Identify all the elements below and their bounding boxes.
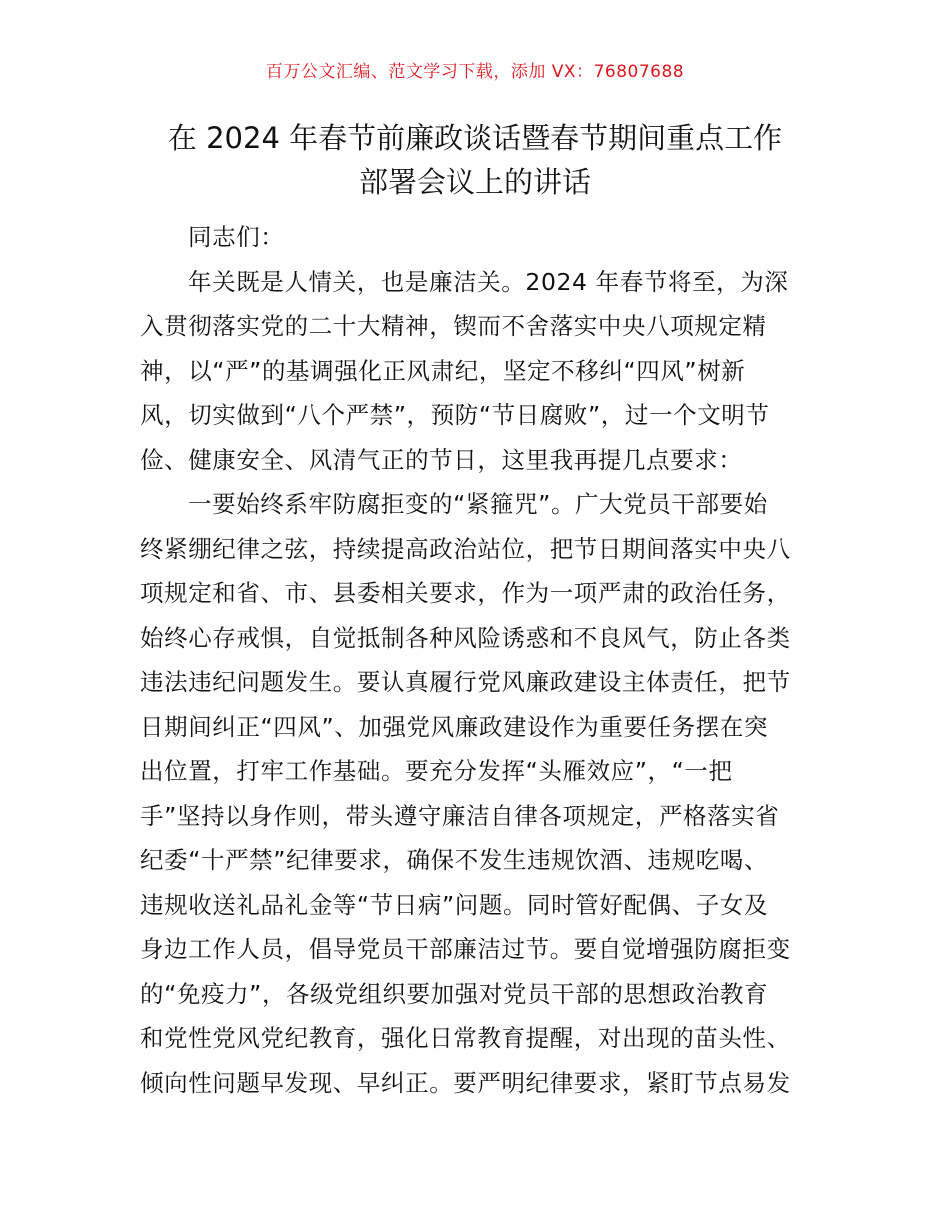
document-body <box>140 215 812 1105</box>
paragraph-line: 手”坚持以身作则，带头遵守廉洁自律各项规定，严格落实省 <box>140 801 780 830</box>
paragraph-line: 纪委“十严禁”纪律要求，确保不发生违规饮酒、违规吃喝、 <box>140 846 769 874</box>
paragraph-line: 身边工作人员，倡导党员干部廉洁过节。要自觉增强防腐拒变 <box>140 935 791 963</box>
paragraph-line: 的“免疫力”，各级党组织要加强对党员干部的思想政治教育 <box>140 979 769 1008</box>
paragraph-line: 终紧绷纪律之弦，持续提高政治站位，把节日期间落实中央八 <box>140 534 791 563</box>
paragraph-line: 俭、健康安全、风清气正的节日，这里我再提几点要求： <box>140 445 743 474</box>
paragraph-line: 出位置，打牢工作基础。要充分发挥“头雁效应”，“一把 <box>140 757 733 785</box>
paragraph-line: 和党性党风党纪教育，强化日常教育提醒，对出现的苗头性、 <box>140 1024 791 1052</box>
paragraph-line: 一要始终系牢防腐拒变的“紧箍咒”。广大党员干部要始 <box>188 490 768 518</box>
paragraph-line: 神，以“严”的基调强化正风肃纪，坚定不移纠“四风”树新 <box>140 356 746 385</box>
paragraph-line: 风，切实做到“八个严禁”，预防“节日腐败”，过一个文明节 <box>140 401 770 429</box>
paragraph-line: 倾向性问题早发现、早纠正。要严明纪律要求，紧盯节点易发 <box>140 1068 791 1097</box>
paragraph-line: 年关既是人情关，也是廉洁关。2024 年春节将至，为深 <box>188 267 789 296</box>
paragraph-line: 日期间纠正“四风”、加强党风廉政建设作为重要任务摆在突 <box>140 712 769 741</box>
document-title <box>140 116 810 204</box>
paragraph-intro <box>140 260 812 483</box>
paragraph-first-requirement <box>140 482 812 1105</box>
paragraph-line: 项规定和省、市、县委相关要求，作为一项严肃的政治任务， <box>140 579 791 607</box>
greeting: 同志们： <box>188 223 285 251</box>
paragraph-line: 始终心存戒惧，自觉抵制各种风险诱惑和不良风气，防止各类 <box>140 623 791 652</box>
title-line: 部署会议上的讲话 <box>358 165 591 199</box>
title-line: 在 2024 年春节前廉政谈话暨春节期间重点工作 <box>167 121 783 155</box>
paragraph-line: 违法违纪问题发生。要认真履行党风廉政建设主体责任，把节 <box>140 668 791 696</box>
watermark-header: 百万公文汇编、范文学习下载，添加 VX：76807688 <box>265 62 685 82</box>
paragraph-line: 违规收送礼品礼金等“节日病”问题。同时管好配偶、子女及 <box>140 890 769 919</box>
paragraph-line: 入贯彻落实党的二十大精神，锲而不舍落实中央八项规定精 <box>140 312 767 340</box>
